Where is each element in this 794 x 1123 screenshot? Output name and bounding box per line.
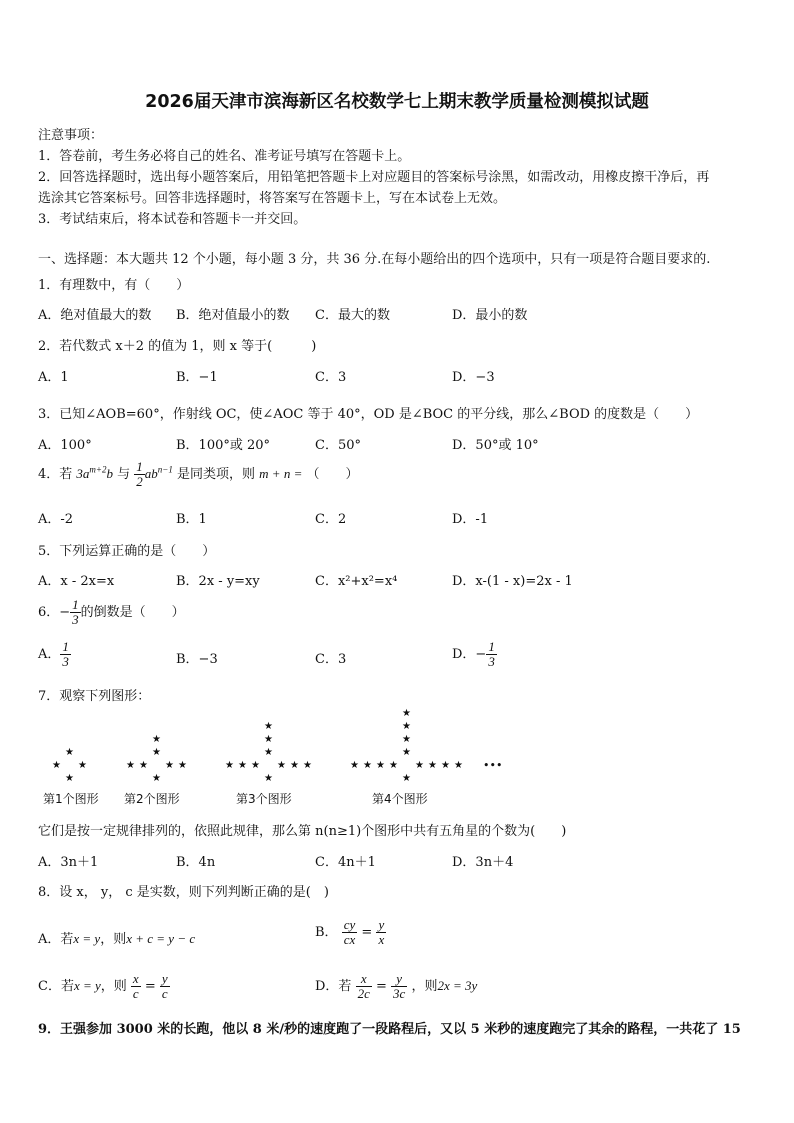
star-icon: ★ — [428, 760, 437, 771]
q3-option-b: B．100°或 20° — [176, 438, 271, 453]
notice-heading: 注意事项： — [38, 128, 104, 143]
q1-option-b: B．绝对值最小的数 — [176, 308, 290, 323]
q8-option-c: C．若x = y，则 $\frac{x}{c}$ = $\frac{y}{c}$ — [38, 971, 168, 1001]
star-icon: ★ — [402, 721, 411, 732]
q4-option-c: C．2 — [315, 512, 347, 527]
q7-option-c: C．4n＋1 — [315, 855, 376, 870]
star-icon: ★ — [264, 773, 273, 784]
star-icon: ★ — [389, 760, 398, 771]
q3-option-d: D．50°或 10° — [452, 438, 539, 453]
question-8-stem: 8．设 x， y， c 是实数，则下列判断正确的是( ) — [38, 885, 329, 900]
question-4-stem — [38, 460, 359, 489]
star-icon: ★ — [65, 747, 74, 758]
q8-option-d: D．若 $\frac{x}{2c}$ = $\frac{y}{3c}$ ，则2x = 3y — [315, 971, 478, 1001]
star-icon: ★ — [350, 760, 359, 771]
star-icon: ★ — [152, 747, 161, 758]
ellipsis: ••• — [483, 759, 503, 772]
star-icon: ★ — [264, 747, 273, 758]
q1-option-a: A．绝对值最大的数 — [38, 308, 152, 323]
q6-option-d: D．− $\frac{1}{3}$ — [452, 639, 495, 669]
q5-option-c: C．x²+x²=x⁴ — [315, 574, 398, 589]
star-icon: ★ — [225, 760, 234, 771]
q3-option-c: C．50° — [315, 438, 361, 453]
q5-option-b: B．2x - y=xy — [176, 574, 260, 589]
question-2-stem: 2．若代数式 x＋2 的值为 1，则 x 等于( ) — [38, 339, 317, 354]
question-1-stem: 1．有理数中，有（ ） — [38, 278, 190, 293]
q2-option-d: D．−3 — [452, 370, 495, 385]
q4-equation: m + n = — [259, 466, 303, 481]
q4-option-d: D．-1 — [452, 512, 489, 527]
star-icon: ★ — [277, 760, 286, 771]
q4-option-b: B．1 — [176, 512, 207, 527]
q6-fraction: $\frac{1}{3}$ — [72, 597, 79, 627]
star-icon: ★ — [454, 760, 463, 771]
star-icon: ★ — [441, 760, 450, 771]
q4-mid: 与 — [117, 467, 131, 482]
q7-option-d: D．3n＋4 — [452, 855, 514, 870]
question-5-stem: 5．下列运算正确的是（ ） — [38, 544, 216, 559]
q6-option-a: A． $\frac{1}{3}$ — [38, 639, 69, 669]
q4-fraction: $\frac{1}{2}$ — [136, 459, 143, 489]
notice-item: 3．考试结束后，将本试卷和答题卡一并交回。 — [38, 212, 307, 227]
q6-option-c: C．3 — [315, 652, 347, 667]
star-icon: ★ — [52, 760, 61, 771]
question-3-stem: 3．已知∠AOB=60°，作射线 OC，使∠AOC 等于 40°，OD 是∠BOC 的平分线，那么∠BOD 的度数是（ ） — [38, 407, 699, 422]
q7-option-b: B．4n — [176, 855, 216, 870]
star-icon: ★ — [402, 734, 411, 745]
star-icon: ★ — [402, 773, 411, 784]
q4-option-a: A．-2 — [38, 512, 74, 527]
star-icon: ★ — [178, 760, 187, 771]
q2-option-c: C．3 — [315, 370, 347, 385]
star-icon: ★ — [363, 760, 372, 771]
question-9-stem: 9．王强参加 3000 米的长跑，他以 8 米/秒的速度跑了一段路程后，又以 5 米秒的速度跑完了其余的路程，一共花了 15 — [38, 1022, 741, 1037]
q5-option-a: A．x - 2x=x — [38, 574, 115, 589]
figure-2-label: 第2个图形 — [124, 792, 180, 806]
q2-option-b: B．−1 — [176, 370, 218, 385]
star-icon: ★ — [65, 773, 74, 784]
figure-3-label: 第3个图形 — [236, 792, 292, 806]
q3-option-a: A．100° — [38, 438, 92, 453]
q8-option-b: B． $\frac{cy}{cx}$ = $\frac{y}{x}$ — [315, 917, 385, 947]
star-icon: ★ — [126, 760, 135, 771]
star-icon: ★ — [264, 734, 273, 745]
star-icon: ★ — [139, 760, 148, 771]
q8-option-a: A．若x = y，则x + c = y − c — [38, 931, 196, 947]
star-icon: ★ — [376, 760, 385, 771]
q4-tail: （ ） — [306, 467, 359, 482]
question-7-stem: 7．观察下列图形： — [38, 689, 151, 704]
star-icon: ★ — [238, 760, 247, 771]
q5-option-d: D．x-(1 - x)=2x - 1 — [452, 574, 573, 589]
q7-option-a: A．3n＋1 — [38, 855, 99, 870]
question-6-stem: 6．− $\frac{1}{3}$ 的倒数是（ ） — [38, 597, 185, 627]
figure-1-label: 第1个图形 — [43, 792, 99, 806]
q2-option-a: A．1 — [38, 370, 69, 385]
star-icon: ★ — [251, 760, 260, 771]
q1-option-c: C．最大的数 — [315, 308, 390, 323]
q4-prefix: 4．若 — [38, 467, 73, 482]
star-icon: ★ — [303, 760, 312, 771]
star-icon: ★ — [152, 734, 161, 745]
q4-term1: $3a^{m+2}b$ — [76, 464, 113, 481]
star-icon: ★ — [264, 721, 273, 732]
q4-suffix: 是同类项，则 — [177, 467, 256, 482]
section-heading: 一、选择题：本大题共 12 个小题，每小题 3 分，共 36 分.在每小题给出的四个选项中，只有一项是符合题目要求的. — [38, 252, 711, 267]
star-icon: ★ — [402, 747, 411, 758]
notice-item: 2．回答选择题时，选出每小题答案后，用铅笔把答题卡上对应题目的答案标号涂黑，如需改动，用橡皮擦干净后，再 — [38, 170, 710, 185]
page-title: 2026届天津市滨海新区名校数学七上期末教学质量检测模拟试题 — [145, 92, 649, 112]
q4-term2: $ab^{n-1}$ — [144, 464, 173, 481]
star-icon: ★ — [415, 760, 424, 771]
star-icon: ★ — [402, 708, 411, 719]
notice-item: 选涂其它答案标号。回答非选择题时，将答案写在答题卡上，写在本试卷上无效。 — [38, 191, 507, 206]
star-icon: ★ — [165, 760, 174, 771]
star-icon: ★ — [152, 773, 161, 784]
question-7-prompt: 它们是按一定规律排列的，依照此规律，那么第 n(n≥1)个图形中共有五角星的个数为( ) — [38, 824, 567, 839]
star-icon: ★ — [290, 760, 299, 771]
q1-option-d: D．最小的数 — [452, 308, 528, 323]
q6-option-b: B．−3 — [176, 652, 218, 667]
star-icon: ★ — [78, 760, 87, 771]
notice-item: 1．答卷前，考生务必将自己的姓名、准考证号填写在答题卡上。 — [38, 149, 411, 164]
figure-4-label: 第4个图形 — [372, 792, 428, 806]
